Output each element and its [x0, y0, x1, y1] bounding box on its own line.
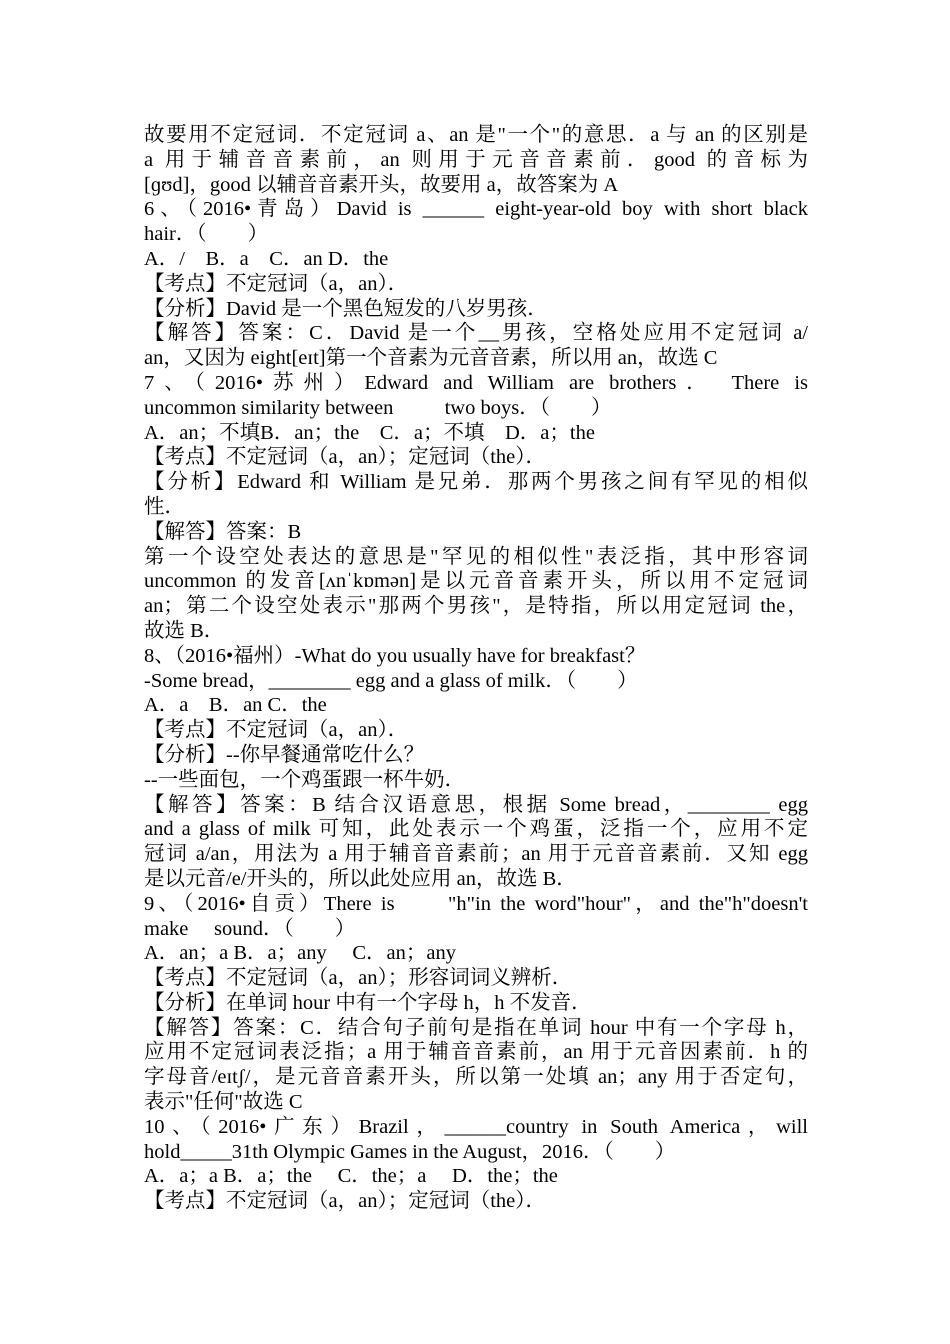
text-line: uncommon 的发音[ʌnˈkɒmən]是以元音音素开头，所以用不定冠词 — [144, 570, 808, 593]
text-line: 故要用不定冠词．不定冠词 a、an 是"一个"的意思．a 与 an 的区别是 — [144, 124, 808, 146]
text-line: [ɡʊd]，good 以辅音音素开头，故要用 a，故答案为 A — [144, 173, 619, 196]
text-line: -Some bread，________ egg and a glass of milk．（ ） — [144, 669, 638, 692]
text-line: 应用不定冠词表泛指；a 用于辅音音素前，an 用于元音因素前．h 的 — [144, 1041, 808, 1064]
text-line: 冠词 a/an，用法为 a 用于辅音音素前；an 用于元音音素前．又知 egg — [144, 843, 808, 866]
text-line: 故选 B． — [144, 619, 225, 642]
question-7-options: A．an；不填B．an；the C．a；不填 D．a；the — [144, 421, 595, 444]
text-line: 【分析】David 是一个黑色短发的八岁男孩． — [144, 297, 548, 320]
text-line: hold_____31th Olympic Games in the August，2016．（ ） — [144, 1140, 676, 1163]
text-line: a 用于辅音音素前，an 则用于元音音素前．good 的音标为 — [144, 148, 808, 171]
text-line: 【考点】不定冠词（a，an）． — [144, 272, 409, 295]
question-10-stem: 10、（2016•广东）Brazil，______country in South America，will — [144, 1115, 808, 1138]
text-line: uncommon similarity between two boys．（ ） — [144, 396, 612, 419]
text-line: hair．（ ） — [144, 223, 269, 246]
text-line: 字母音/eɪtʃ/，是元音音素开头，所以第一处填 an；any 用于否定句， — [144, 1066, 808, 1089]
question-6-stem: 6、（2016•青岛）David is ______ eight-year-old boy with short black — [144, 198, 808, 221]
question-8-stem: 8、（2016•福州）-What do you usually have for breakfast？ — [144, 644, 646, 667]
question-9-stem: 9、（2016•自贡）There is "h"in the word"hour"，and the"h"doesn't — [144, 892, 808, 915]
text-line: 性． — [144, 495, 185, 518]
text-line: 【考点】不定冠词（a，an）． — [144, 719, 409, 742]
text-line: 是以元音/e/开头的，所以此处应用 an，故选 B． — [144, 867, 577, 890]
text-line: 【解答】答案：C．结合句子前句是指在单词 hour 中有一个字母 h， — [144, 1016, 808, 1039]
question-7-stem: 7、（2016•苏州）Edward and William are brothers． There is — [144, 371, 808, 394]
text-line: 【考点】不定冠词（a，an）；定冠词（the）． — [144, 1190, 546, 1213]
question-6-options: A．/ B．a C．an D．the — [144, 247, 389, 270]
text-line: an，又因为 eight[eɪt]第一个音素为元音音素，所以用 an，故选 C — [144, 347, 718, 370]
text-line: --一些面包，一个鸡蛋跟一杯牛奶． — [144, 768, 466, 791]
text-line: 【分析】在单词 hour 中有一个字母 h，h 不发音． — [144, 991, 592, 1014]
question-8-options: A．a B．an C．the — [144, 694, 327, 717]
text-line: an；第二个设空处表示"那两个男孩"，是特指，所以用定冠词 the， — [144, 595, 808, 618]
text-line: 【解答】答案：B — [144, 520, 302, 543]
document-body — [144, 123, 808, 1214]
text-line: 表示"任何"故选 C — [144, 1091, 303, 1114]
text-line: 【分析】--你早餐通常吃什么？ — [144, 743, 425, 766]
text-line: 【考点】不定冠词（a，an）；形容词词义辨析． — [144, 967, 573, 990]
question-10-options: A．a；a B．a；the C．the；a D．the；the — [144, 1165, 558, 1188]
text-line: make sound．（ ） — [144, 917, 356, 940]
question-9-options: A．an；a B．a；any C．an；any — [144, 942, 456, 965]
text-line: 第一个设空处表达的意思是"罕见的相似性"表泛指，其中形容词 — [144, 545, 808, 568]
text-line: 【考点】不定冠词（a，an）；定冠词（the）． — [144, 446, 546, 469]
text-line: 【解答】答案：C．David 是一个__男孩，空格处应用不定冠词 a/ — [144, 322, 808, 345]
text-line: 【解答】答案：B 结合汉语意思，根据 Some bread，________ egg — [144, 793, 808, 816]
text-line: 【分析】Edward 和 William 是兄弟．那两个男孩之间有罕见的相似 — [144, 471, 808, 494]
text-line: and a glass of milk 可知，此处表示一个鸡蛋，泛指一个，应用不定 — [144, 818, 808, 841]
